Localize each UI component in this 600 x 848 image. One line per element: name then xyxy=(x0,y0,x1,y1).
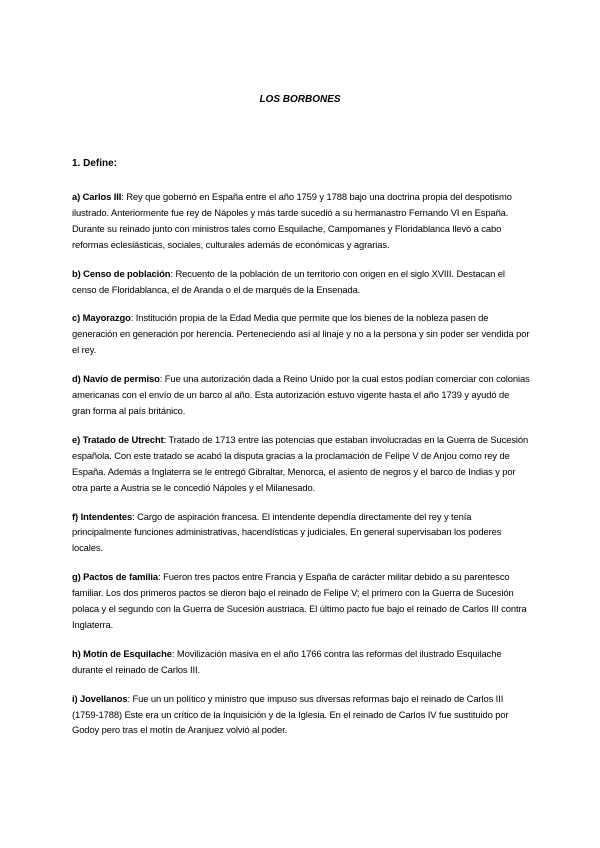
entry-letter: d) xyxy=(72,373,84,385)
entry-definition: : Cargo de aspiración francesa. El intendente dependía directamente del rey y tenía principalmente funciones administrativas, hacendísticas y judiciales. En general supervisaban los poderes locales. xyxy=(72,510,502,554)
entry-term: Mayorazgo xyxy=(82,312,131,324)
entry-letter: c) xyxy=(72,312,83,324)
entry-definition: : Rey que gobernó en España entre el año 1759 y 1788 bajo una doctrina propia del despotismo ilustrado. Anteriormente fue rey de Nápoles y más tarde sucedió a su hermanastro Fernando VI en España. Durante su reinado junto con ministros tales como Esquilache, Campomanes y Floridablanca llevó a cabo reformas eclesiásticas, sociales, culturales además de económicas y agrarias. xyxy=(72,191,512,250)
definition-entry xyxy=(72,266,530,298)
entry-term: Censo de población xyxy=(83,267,171,279)
entry-definition: : Fueron tres pactos entre Francia y España de carácter militar debido a su parentesco familiar. Los dos primeros pactos se dieron bajo el reinado de Felipe V; el primero con la Guerra de Sucesión polaca y el segundo con la Guerra de Sucesión austriaca. El último pacto fue bajo el reinado de Carlos III contra Inglaterra. xyxy=(72,571,527,630)
definition-entry xyxy=(72,310,530,358)
entry-term: Pactos de familia xyxy=(83,571,159,583)
entry-definition: : Fue un un político y ministro que impuso sus diversas reformas bajo el reinado de Carlos III (1759-1788) Este era un crítico de la Inquisición y de la Iglesia. En el reinado de Carlos IV fue sustituido por Godoy pero tras el motín de Aranjuez volvió al poder. xyxy=(72,692,509,736)
entry-definition: : Fue una autorización dada a Reino Unido por la cual estos podían comerciar con colonias americanas con el envío de un barco al año. Esta autorización estuvo vigente hasta el año 1739 y ayudó de gran forma al país británico. xyxy=(72,373,530,416)
definition-entry xyxy=(72,371,530,419)
section-heading: 1. Define: xyxy=(72,158,118,169)
entry-term: Navío de permiso xyxy=(83,373,160,385)
entry-definition: : Recuento de la población de un territorio con origen en el siglo XVIII. Destacan el censo de Floridablanca, el de Aranda o el de marqués de la Ensenada. xyxy=(72,267,505,295)
definition-entry xyxy=(72,569,530,633)
definition-entry xyxy=(72,189,530,253)
entry-letter: b) xyxy=(72,267,84,279)
entry-letter: g) xyxy=(72,571,84,583)
definition-entry xyxy=(72,646,530,678)
definition-entry xyxy=(72,509,530,557)
definition-entry xyxy=(72,691,530,739)
entry-definition: : Tratado de 1713 entre las potencias que estaban involucradas en la Guerra de Sucesión española. Con este tratado se acabó la disputa gracias a la proclamación de Felipe V de Anjou como rey de España. Además a Inglaterra se le entregó Gibraltar, Menorca, el asiento de negros y el barco de Indias y por otra parte a Austria se le concedió Nápoles y el Milanesado. xyxy=(72,433,529,493)
entry-term: Jovellanos xyxy=(80,692,128,704)
entry-letter: f) xyxy=(72,510,81,522)
entry-letter: e) xyxy=(72,433,83,445)
entry-term: Intendentes xyxy=(80,510,133,522)
entry-term: Carlos III xyxy=(82,191,122,202)
document-title: LOS BORBONES xyxy=(259,94,341,105)
entry-definition: : Movilización masiva en el año 1766 contra las reformas del ilustrado Esquilache durante el reinado de Carlos III. xyxy=(72,647,502,675)
entry-term: Motín de Esquilache xyxy=(83,647,172,659)
definition-entry xyxy=(72,432,530,496)
entry-letter: h) xyxy=(72,647,84,659)
entry-letter: a) xyxy=(72,191,83,202)
entry-term: Tratado de Utrecht xyxy=(82,433,164,445)
entry-letter: i) xyxy=(72,692,81,704)
definition-list xyxy=(72,189,530,751)
entry-definition: : Institución propia de la Edad Media que permite que los bienes de la nobleza pasen de generación en generación por herencia. Perteneciendo así al linaje y no a la persona y sin poder ser vendida por el rey. xyxy=(72,312,530,356)
